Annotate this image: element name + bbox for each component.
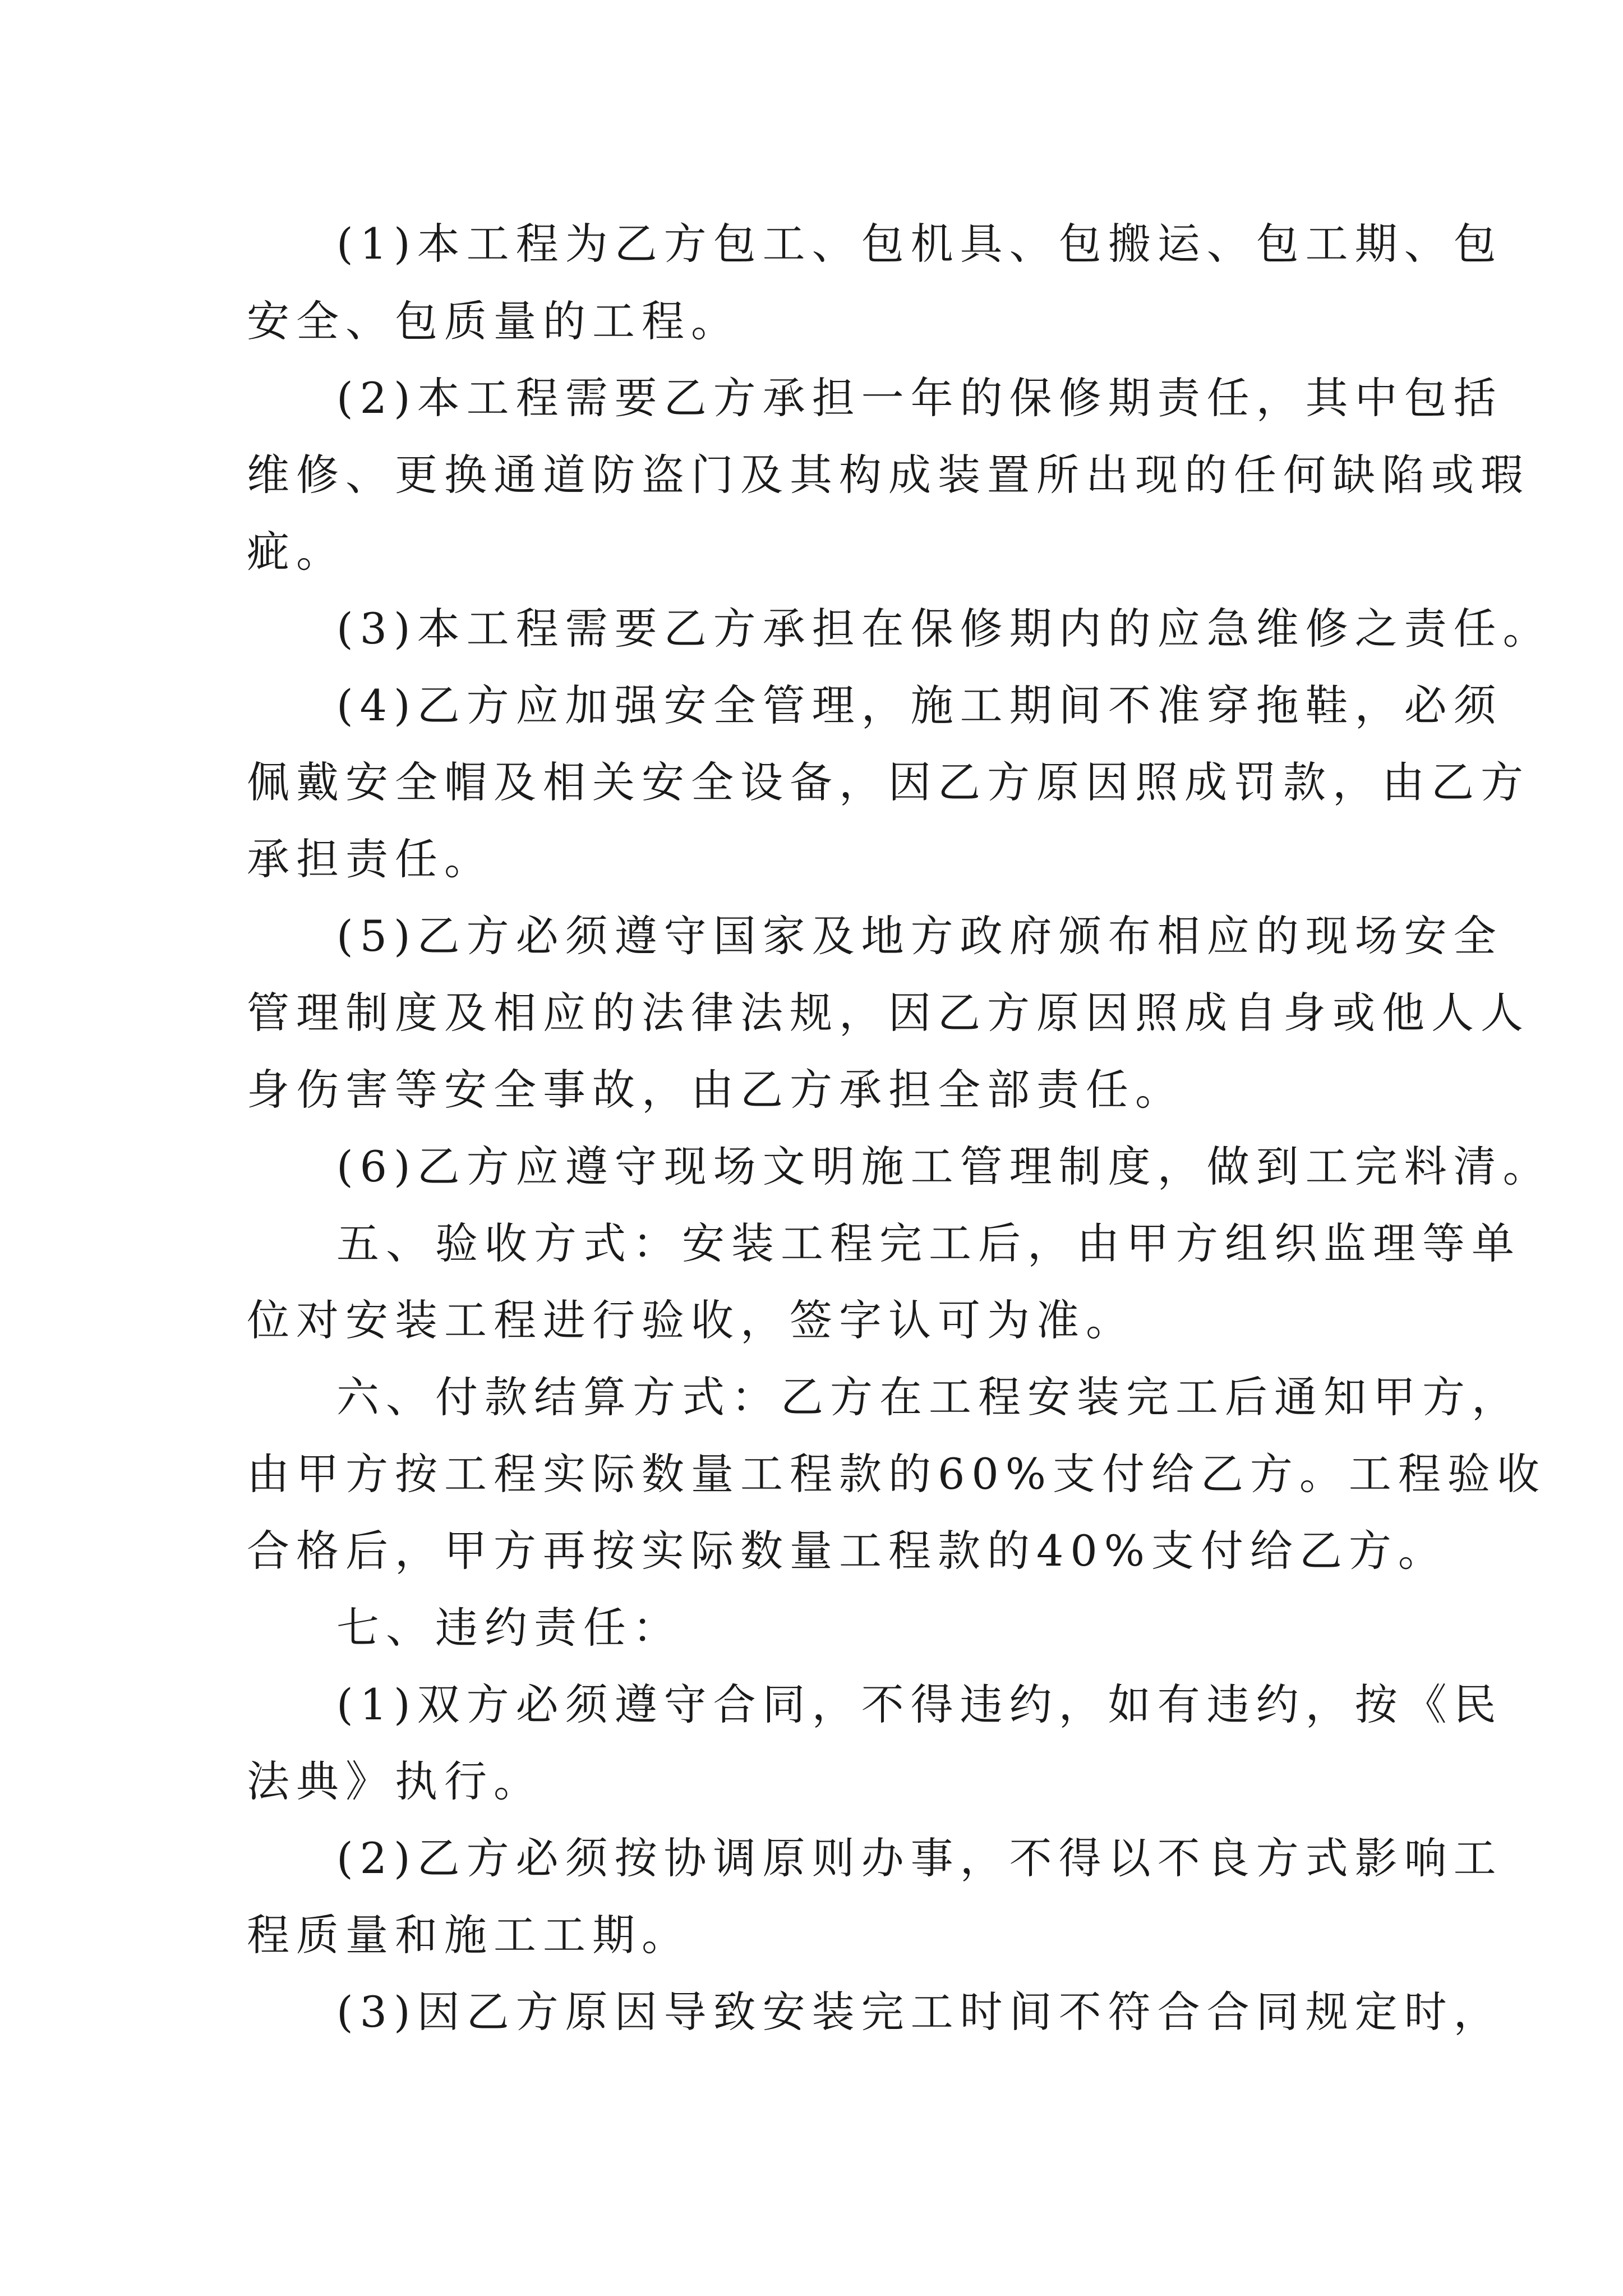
text-line: (3)因乙方原因导致安装完工时间不符合合同规定时， bbox=[336, 1987, 1503, 2037]
text-line: 佩戴安全帽及相关安全设备，因乙方原因照成罚款，由乙方 bbox=[247, 757, 1530, 807]
text-line: (2)乙方必须按协调原则办事，不得以不良方式影响工 bbox=[336, 1833, 1503, 1883]
text-line: 由甲方按工程实际数量工程款的60%支付给乙方。工程验收 bbox=[247, 1449, 1546, 1499]
text-line: 承担责任。 bbox=[247, 834, 494, 884]
text-line: 合格后，甲方再按实际数量工程款的40%支付给乙方。 bbox=[247, 1526, 1447, 1576]
text-line: 位对安装工程进行验收，签字认可为准。 bbox=[247, 1295, 1135, 1345]
text-line: 五、验收方式：安装工程完工后，由甲方组织监理等单 bbox=[336, 1218, 1521, 1268]
text-line: 法典》执行。 bbox=[247, 1756, 543, 1806]
text-line: (3)本工程需要乙方承担在保修期内的应急维修之责任。 bbox=[336, 604, 1552, 654]
text-line: 程质量和施工工期。 bbox=[247, 1910, 691, 1960]
text-line: 疵。 bbox=[247, 527, 345, 577]
text-line: 维修、更换通道防盗门及其构成装置所出现的任何缺陷或瑕 bbox=[247, 450, 1530, 500]
text-line: 身伤害等安全事故，由乙方承担全部责任。 bbox=[247, 1065, 1184, 1115]
text-line: (4)乙方应加强安全管理，施工期间不准穿拖鞋，必须 bbox=[336, 680, 1503, 730]
text-line: 六、付款结算方式：乙方在工程安装完工后通知甲方， bbox=[336, 1372, 1521, 1422]
text-line: (1)双方必须遵守合同，不得违约，如有违约，按《民 bbox=[336, 1680, 1503, 1729]
text-line: (2)本工程需要乙方承担一年的保修期责任，其中包括 bbox=[336, 373, 1503, 423]
text-line: (5)乙方必须遵守国家及地方政府颁布相应的现场安全 bbox=[336, 911, 1503, 961]
text-line: 管理制度及相应的法律法规，因乙方原因照成自身或他人人 bbox=[247, 988, 1530, 1038]
text-line: 安全、包质量的工程。 bbox=[247, 296, 740, 346]
text-line: 七、违约责任： bbox=[336, 1603, 682, 1653]
text-line: (1)本工程为乙方包工、包机具、包搬运、包工期、包 bbox=[336, 219, 1503, 269]
text-line: (6)乙方应遵守现场文明施工管理制度，做到工完料清。 bbox=[336, 1142, 1552, 1191]
